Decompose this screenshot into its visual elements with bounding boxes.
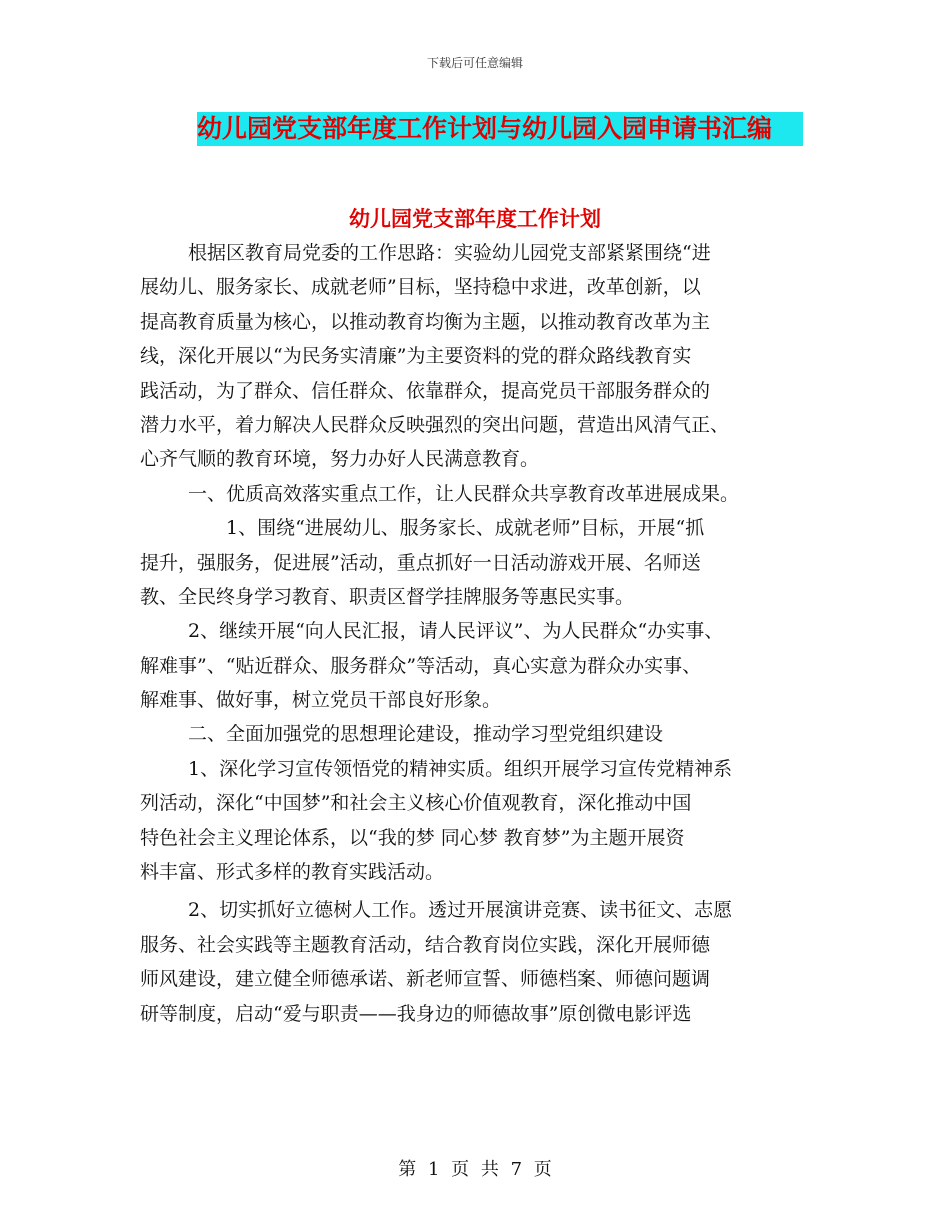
paragraph-line: 1、深化学习宣传领悟党的精神实质。组织开展学习宣传党精神系 xyxy=(188,757,733,780)
paragraph-line: 提高教育质量为核心，以推动教育均衡为主题，以推动教育改革为主 xyxy=(140,310,711,333)
page-footer: 第 1 页 共 7 页 xyxy=(398,1159,552,1180)
paragraph-line: 解难事”、“贴近群众、服务群众”等活动，真心实意为群众办实事、 xyxy=(140,654,702,677)
paragraph-line: 列活动，深化“中国梦”和社会主义核心价值观教育，深化推动中国 xyxy=(140,792,692,815)
paragraph-line: 服务、社会实践等主题教育活动，结合教育岗位实践，深化开展师德 xyxy=(140,933,711,956)
paragraph-line: 践活动，为了群众、信任群众、依靠群众，提高党员干部服务群众的 xyxy=(140,379,711,402)
paragraph-line: 2、继续开展“向人民汇报，请人民评议”、为人民群众“办实事、 xyxy=(188,620,724,643)
header-note: 下载后可任意编辑 xyxy=(426,56,523,70)
heading-line: 一、优质高效落实重点工作，让人民群众共享教育改革进展成果。 xyxy=(188,482,740,505)
paragraph-line: 料丰富、形式多样的教育实践活动。 xyxy=(140,861,445,884)
paragraph-line: 师风建设，建立健全师德承诺、新老师宣誓、师德档案、师德问题调 xyxy=(140,968,711,991)
paragraph-line: 教、全民终身学习教育、职责区督学挂牌服务等惠民实事。 xyxy=(140,585,635,608)
section-title: 幼儿园党支部年度工作计划 xyxy=(349,206,601,231)
paragraph-line: 线，深化开展以“为民务实清廉”为主要资料的党的群众路线教育实 xyxy=(140,345,692,368)
paragraph-line: 根据区教育局党委的工作思路：实验幼儿园党支部紧紧围绕“进 xyxy=(188,242,711,264)
document-title: 幼儿园党支部年度工作计划与幼儿园入园申请书汇编 xyxy=(197,112,803,146)
heading-line: 二、全面加强党的思想理论建设，推动学习型党组织建设 xyxy=(188,723,664,746)
paragraph-line: 展幼儿、服务家长、成就老师”目标，坚持稳中求进，改革创新，以 xyxy=(140,276,701,299)
paragraph-line: 提升，强服务，促进展”活动，重点抓好一日活动游戏开展、名师送 xyxy=(140,551,701,574)
paragraph-line: 2、切实抓好立德树人工作。透过开展演讲竞赛、读书征文、志愿 xyxy=(188,899,733,922)
paragraph-line: 心齐气顺的教育环境，努力办好人民满意教育。 xyxy=(140,448,540,471)
paragraph-line: 研等制度，启动“爱与职责——我身边的师德故事”原创微电影评选 xyxy=(140,1002,692,1025)
paragraph-line: 解难事、做好事，树立党员干部良好形象。 xyxy=(140,689,502,712)
paragraph-line: 潜力水平，着力解决人民群众反映强烈的突出问题，营造出风清气正、 xyxy=(140,413,730,436)
body-text xyxy=(140,236,830,1031)
paragraph-line: 特色社会主义理论体系，以“我的梦 同心梦 教育梦”为主题开展资 xyxy=(140,826,685,849)
paragraph-line: 1、围绕“进展幼儿、服务家长、成就老师”目标，开展“抓 xyxy=(226,517,705,540)
